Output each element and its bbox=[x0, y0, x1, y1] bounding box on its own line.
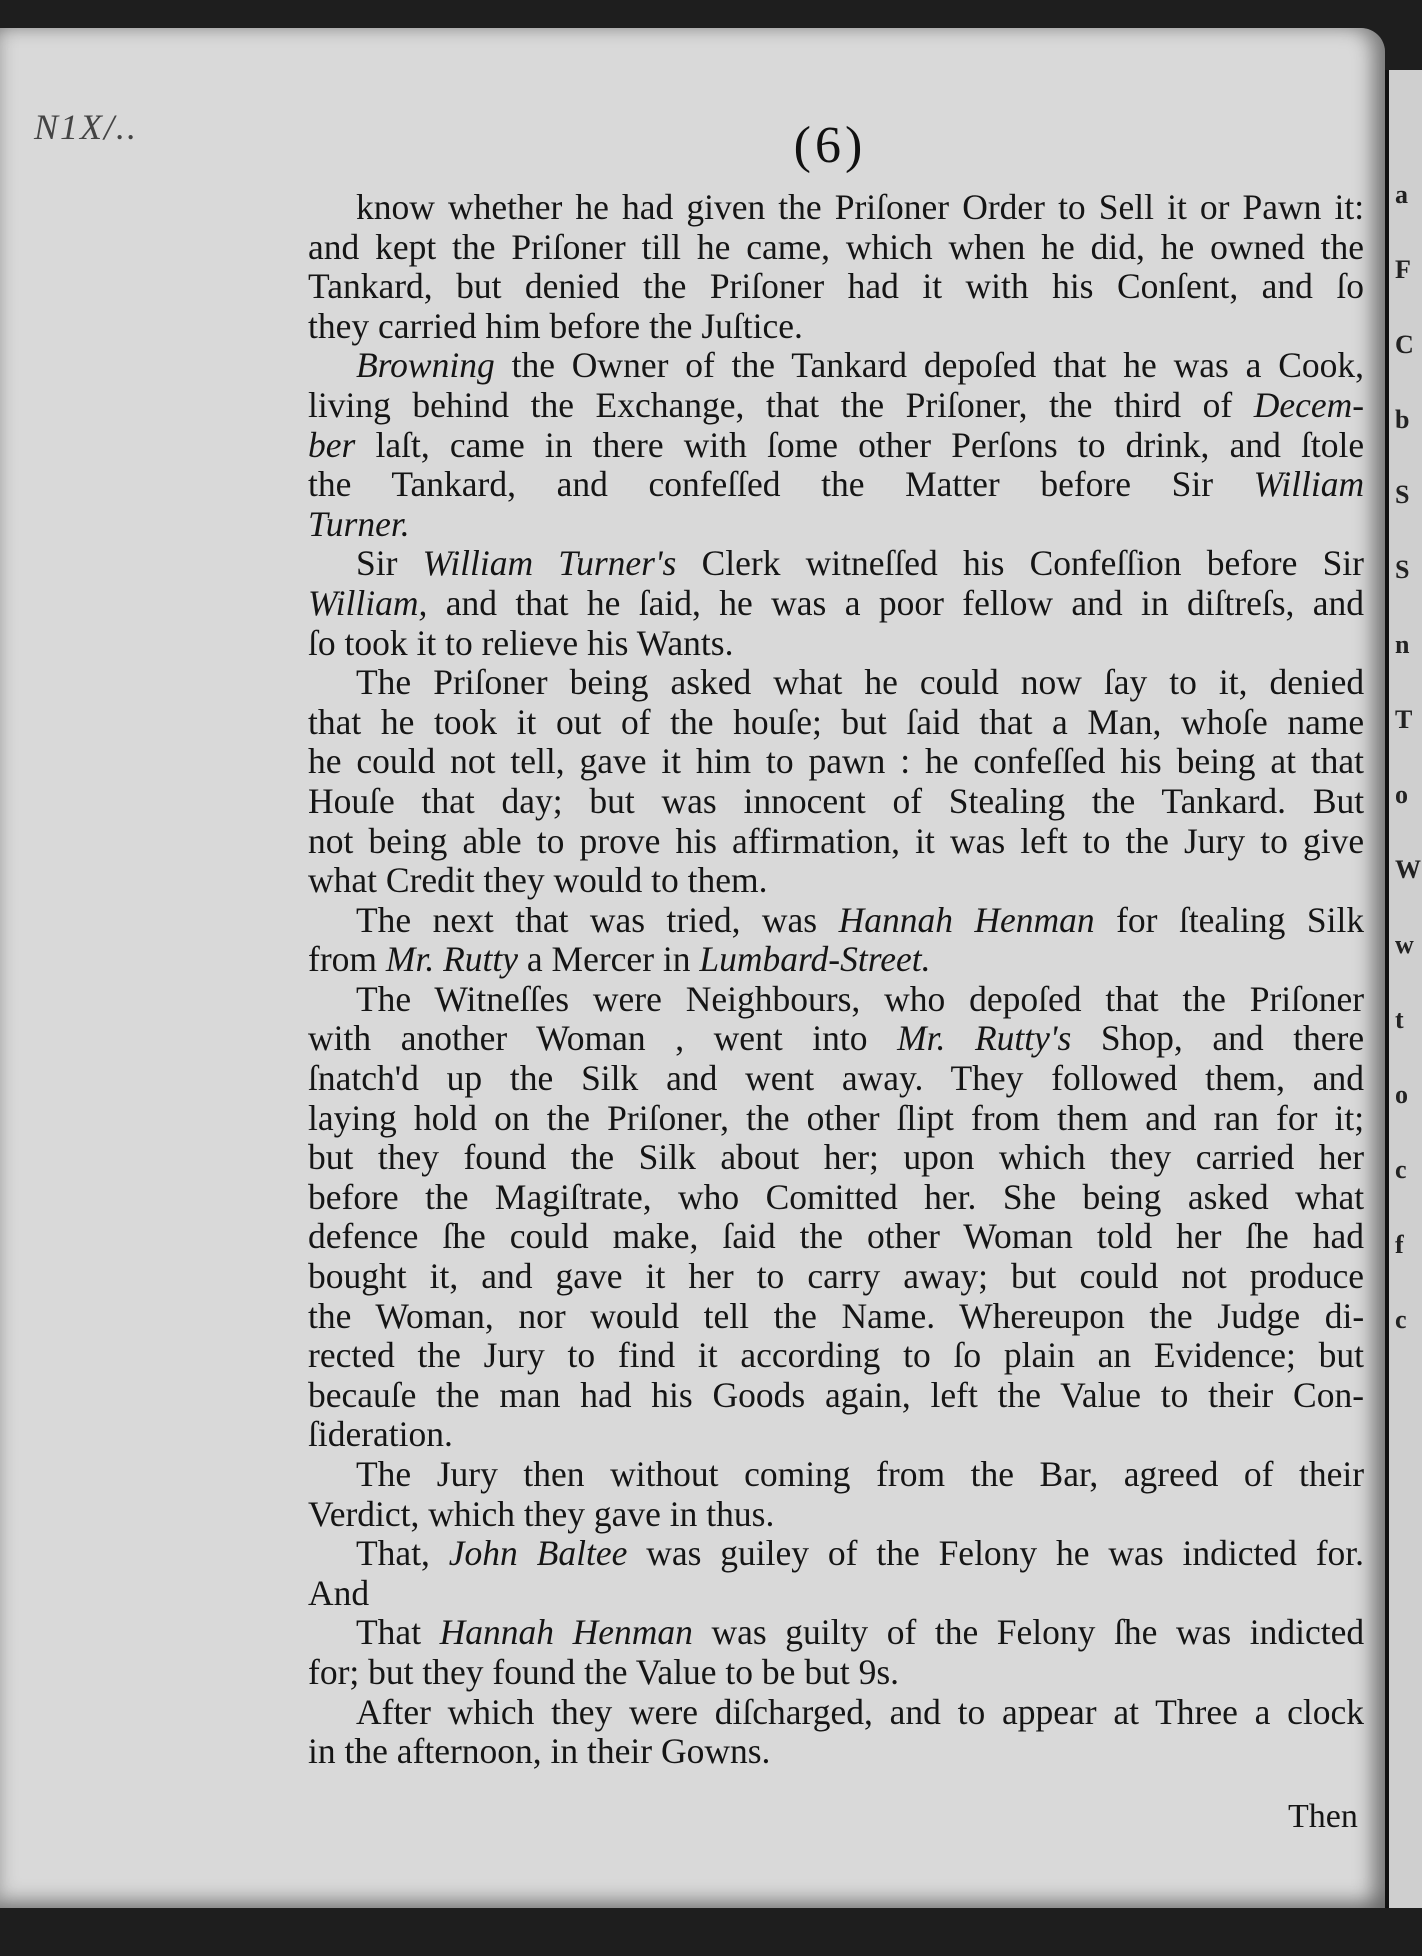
text-line: not being able to prove his affirmation, it was left to the Jury to give bbox=[308, 821, 1364, 861]
paragraph bbox=[308, 1534, 1364, 1613]
text-line: in the afternoon, in their Gowns. bbox=[308, 1732, 771, 1772]
paragraph bbox=[308, 901, 1364, 980]
text-line: laying hold on the Priſoner, the other ſlipt from them and ran for it; bbox=[308, 1098, 1364, 1138]
text-line: bought it, and gave it her to carry away; but could not produce bbox=[308, 1257, 1364, 1297]
facing-page-letter: S bbox=[1395, 480, 1410, 509]
text-line: know whether he had given the Priſoner Order to Sell it or Pawn it: bbox=[356, 188, 1364, 227]
text-line: becauſe the man had his Goods again, left the Value to their Con- bbox=[308, 1375, 1364, 1415]
text-line: for; but they found the Value to be but 9s. bbox=[308, 1652, 900, 1692]
text-line: living behind the Exchange, that the Priſoner, the third of Decem- bbox=[308, 385, 1364, 425]
text-line: The Jury then without coming from the Bar, agreed of their bbox=[356, 1455, 1364, 1494]
facing-page-letter: c bbox=[1395, 1155, 1407, 1184]
text-line: they carried him before the Juſtice. bbox=[308, 306, 803, 346]
paragraph bbox=[308, 188, 1364, 346]
text-line: what Credit they would to them. bbox=[308, 861, 768, 901]
text-line: After which they were diſcharged, and to appear at Three a clock bbox=[356, 1692, 1364, 1732]
paragraph bbox=[308, 663, 1364, 901]
facing-page-letter: n bbox=[1395, 630, 1410, 659]
text-line: the Woman, nor would tell the Name. Whereupon the Judge di- bbox=[308, 1296, 1364, 1336]
facing-page-letter: S bbox=[1395, 555, 1410, 584]
text-line: And bbox=[308, 1573, 370, 1613]
text-line: Turner. bbox=[308, 504, 410, 544]
page-number: (6) bbox=[793, 117, 867, 174]
facing-page-edge bbox=[1385, 70, 1422, 1908]
facing-page-letter: c bbox=[1395, 1305, 1407, 1334]
facing-page-letter: C bbox=[1395, 330, 1414, 359]
folio-mark: N1X/.. bbox=[34, 107, 139, 147]
text-line: Verdict, which they gave in thus. bbox=[308, 1494, 775, 1534]
text-line: ſo took it to relieve his Wants. bbox=[308, 623, 734, 663]
text-line: The Priſoner being asked what he could now ſay to it, denied bbox=[356, 663, 1364, 703]
text-line: The next that was tried, was Hannah Henman for ſtealing Silk bbox=[356, 900, 1364, 940]
paragraph bbox=[308, 1613, 1364, 1692]
facing-page-letter: b bbox=[1395, 405, 1410, 434]
text-line: before the Magiſtrate, who Comitted her. She being asked what bbox=[308, 1177, 1364, 1217]
text-line: ber laſt, came in there with ſome other Perſons to drink, and ſtole bbox=[308, 425, 1364, 465]
page-body bbox=[308, 188, 1364, 1772]
text-line: Houſe that day; but was innocent of Stealing the Tankard. But bbox=[308, 781, 1364, 821]
text-line: William, and that he ſaid, he was a poor fellow and in diſtreſs, and bbox=[308, 583, 1364, 623]
paragraph bbox=[308, 980, 1364, 1455]
facing-page-letter: t bbox=[1395, 1005, 1404, 1034]
text-line: The Witneſſes were Neighbours, who depoſed that the Priſoner bbox=[356, 979, 1364, 1019]
text-line: the Tankard, and confeſſed the Matter before Sir William bbox=[308, 465, 1364, 505]
text-line: and kept the Priſoner till he came, which when he did, he owned the bbox=[308, 227, 1364, 267]
facing-page-letter: o bbox=[1395, 780, 1408, 809]
text-line: ſnatch'd up the Silk and went away. They followed them, and bbox=[308, 1059, 1364, 1099]
facing-page-letter: F bbox=[1395, 255, 1411, 284]
text-line: Tankard, but denied the Priſoner had it with his Conſent, and ſo bbox=[308, 267, 1364, 307]
text-line: ſideration. bbox=[308, 1415, 453, 1455]
facing-page-letter: a bbox=[1395, 180, 1408, 209]
facing-page-letter: T bbox=[1395, 705, 1413, 734]
text-line: That, John Baltee was guiley of the Felony he was indicted for. bbox=[356, 1534, 1364, 1574]
paragraph bbox=[308, 346, 1364, 544]
text-line: rected the Jury to find it according to ſo plain an Evidence; but bbox=[308, 1336, 1364, 1376]
text-line: defence ſhe could make, ſaid the other Woman told her ſhe had bbox=[308, 1217, 1364, 1257]
text-line: from Mr. Rutty a Mercer in Lumbard-Street. bbox=[308, 940, 931, 980]
text-line: he could not tell, gave it him to pawn : he confeſſed his being at that bbox=[308, 742, 1364, 782]
facing-page-letter: f bbox=[1395, 1230, 1404, 1259]
text-line: Browning the Owner of the Tankard depoſed that he was a Cook, bbox=[356, 346, 1364, 386]
paragraph bbox=[308, 544, 1364, 663]
document-page bbox=[0, 28, 1385, 1908]
text-line: That Hannah Henman was guilty of the Felony ſhe was indicted bbox=[356, 1613, 1364, 1653]
text-line: Sir William Turner's Clerk witneſſed his Confeſſion before Sir bbox=[356, 544, 1364, 584]
facing-page-letter: w bbox=[1395, 930, 1414, 959]
text-line: that he took it out of the houſe; but ſaid that a Man, whoſe name bbox=[308, 702, 1364, 742]
paragraph bbox=[308, 1455, 1364, 1534]
facing-page-letter: W bbox=[1395, 855, 1421, 884]
text-line: but they found the Silk about her; upon which they carried her bbox=[308, 1138, 1364, 1178]
facing-page-letter: o bbox=[1395, 1080, 1408, 1109]
text-line: with another Woman , went into Mr. Rutty's Shop, and there bbox=[308, 1019, 1364, 1059]
paragraph bbox=[308, 1693, 1364, 1772]
catchword: Then bbox=[1288, 1798, 1358, 1835]
